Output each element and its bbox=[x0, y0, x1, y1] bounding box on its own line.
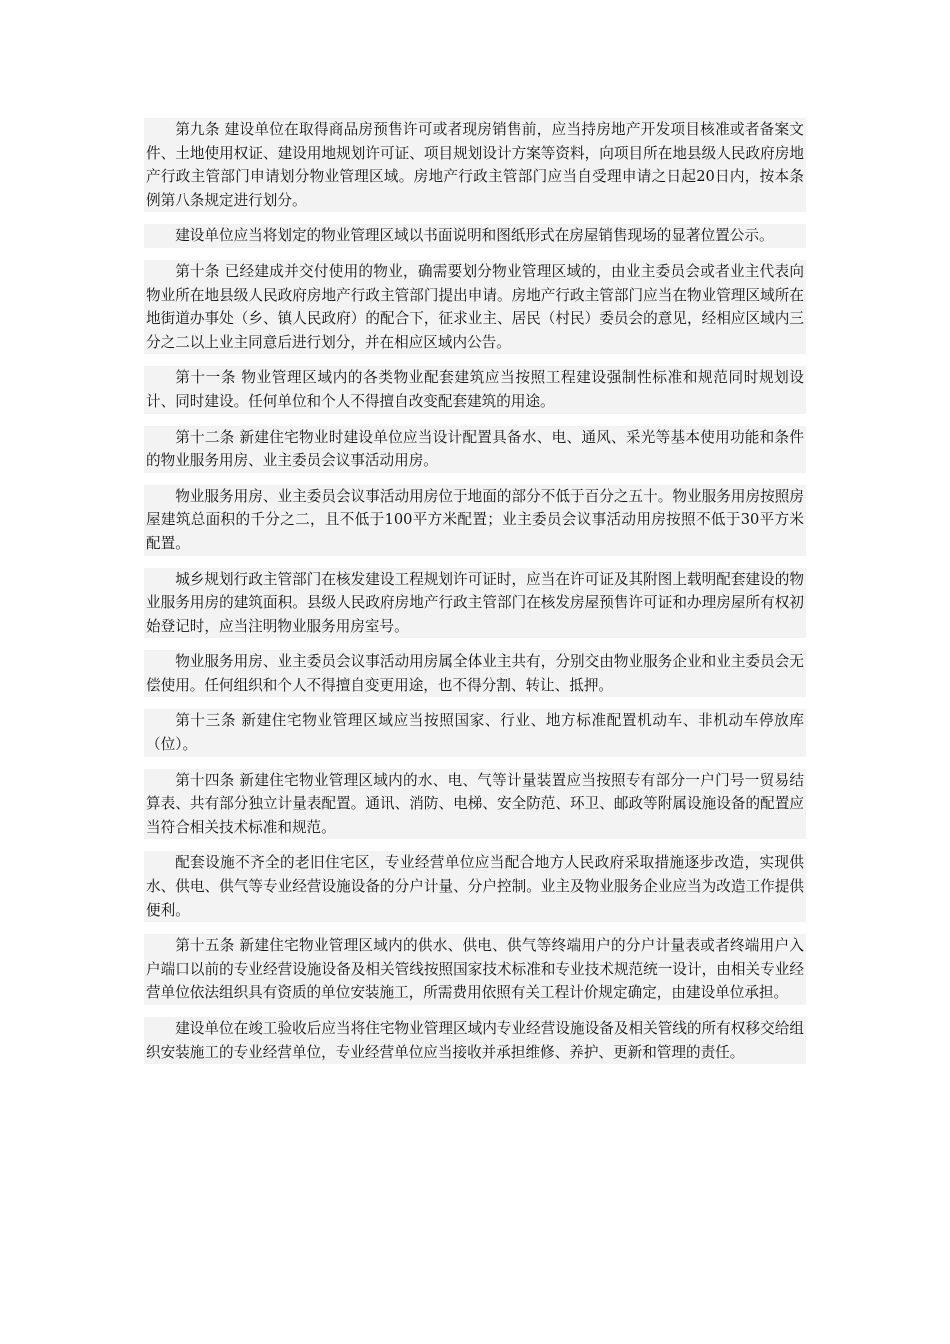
paragraph-article-12-area: 物业服务用房、业主委员会议事活动用房位于地面的部分不低于百分之五十。物业服务用房按照房屋建筑总面积的千分之二，且不低于100平方米配置；业主委员会议事活动用房按照不低于30平方米配置。 bbox=[144, 485, 806, 556]
paragraph-article-11: 第十一条 物业管理区域内的各类物业配套建筑应当按照工程建设强制性标准和规范同时规划设计、同时建设。任何单位和个人不得擅自改变配套建筑的用途。 bbox=[144, 366, 806, 413]
document-body bbox=[144, 118, 806, 1076]
paragraph-article-12-ownership: 物业服务用房、业主委员会议事活动用房属全体业主共有，分别交由物业服务企业和业主委员会无偿使用。任何组织和个人不得擅自变更用途，也不得分割、转让、抵押。 bbox=[144, 650, 806, 697]
paragraph-article-9: 第九条 建设单位在取得商品房预售许可或者现房销售前，应当持房地产开发项目核准或者备案文件、土地使用权证、建设用地规划许可证、项目规划设计方案等资料，向项目所在地县级人民政府房地产行政主管部门申请划分物业管理区域。房地产行政主管部门应当自受理申请之日起20日内，按本条例第八条规定进行划分。 bbox=[144, 118, 806, 212]
paragraph-article-9-publicity: 建设单位应当将划定的物业管理区域以书面说明和图纸形式在房屋销售现场的显著位置公示。 bbox=[144, 224, 806, 248]
paragraph-article-10: 第十条 已经建成并交付使用的物业，确需要划分物业管理区域的，由业主委员会或者业主代表向物业所在地县级人民政府房地产行政主管部门提出申请。房地产行政主管部门应当在物业管理区域所在地街道办事处（乡、镇人民政府）的配合下，征求业主、居民（村民）委员会的意见，经相应区域内三分之二以上业主同意后进行划分，并在相应区域内公告。 bbox=[144, 260, 806, 354]
paragraph-article-12-permit: 城乡规划行政主管部门在核发建设工程规划许可证时，应当在许可证及其附图上载明配套建设的物业服务用房的建筑面积。县级人民政府房地产行政主管部门在核发房屋预售许可证和办理房屋所有权初始登记时，应当注明物业服务用房室号。 bbox=[144, 568, 806, 639]
paragraph-article-13: 第十三条 新建住宅物业管理区域应当按照国家、行业、地方标准配置机动车、非机动车停放库（位）。 bbox=[144, 709, 806, 756]
paragraph-article-15: 第十五条 新建住宅物业管理区域内的供水、供电、供气等终端用户的分户计量表或者终端用户入户端口以前的专业经营设施设备及相关管线按照国家技术标准和专业技术规范统一设计，由相关专业经营单位依法组织具有资质的单位安装施工，所需费用依照有关工程计价规定确定，由建设单位承担。 bbox=[144, 934, 806, 1005]
paragraph-article-12: 第十二条 新建住宅物业时建设单位应当设计配置具备水、电、通风、采光等基本使用功能和条件的物业服务用房、业主委员会议事活动用房。 bbox=[144, 426, 806, 473]
paragraph-article-15-transfer: 建设单位在竣工验收后应当将住宅物业管理区域内专业经营设施设备及相关管线的所有权移交给组织安装施工的专业经营单位，专业经营单位应当接收并承担维修、养护、更新和管理的责任。 bbox=[144, 1017, 806, 1064]
paragraph-article-14: 第十四条 新建住宅物业管理区域内的水、电、气等计量装置应当按照专有部分一户门号一贸易结算表、共有部分独立计量表配置。通讯、消防、电梯、安全防范、环卫、邮政等附属设施设备的配置应当符合相关技术标准和规范。 bbox=[144, 769, 806, 840]
paragraph-article-14-renovation: 配套设施不齐全的老旧住宅区，专业经营单位应当配合地方人民政府采取措施逐步改造，实现供水、供电、供气等专业经营设施设备的分户计量、分户控制。业主及物业服务企业应当为改造工作提供便利。 bbox=[144, 851, 806, 922]
